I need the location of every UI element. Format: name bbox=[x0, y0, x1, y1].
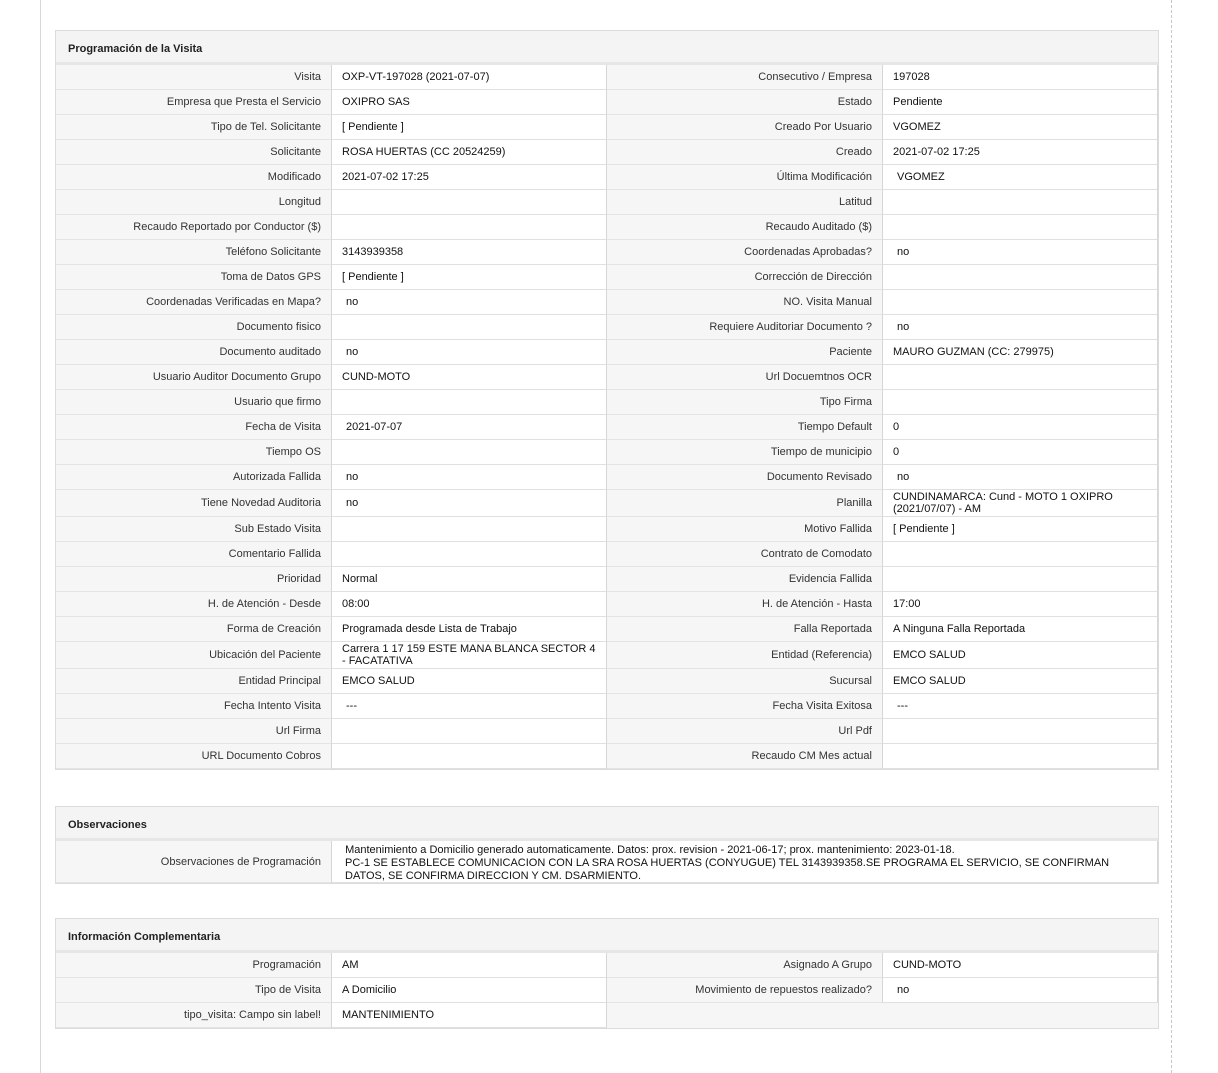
field-row bbox=[607, 694, 1158, 719]
field-label: Usuario Auditor Documento Grupo bbox=[56, 365, 331, 390]
field-label: Url Docuemtnos OCR bbox=[607, 365, 882, 390]
field-value: EMCO SALUD bbox=[882, 642, 1158, 669]
field-row bbox=[56, 415, 607, 440]
content-left-border bbox=[40, 0, 41, 1073]
field-value bbox=[882, 719, 1158, 744]
field-row bbox=[56, 744, 607, 769]
field-label: Última Modificación bbox=[607, 165, 882, 190]
field-label: Falla Reportada bbox=[607, 617, 882, 642]
field-value: no bbox=[882, 240, 1158, 265]
field-value: EMCO SALUD bbox=[882, 669, 1158, 694]
field-row bbox=[56, 465, 607, 490]
field-row bbox=[56, 694, 607, 719]
field-row bbox=[56, 1003, 607, 1028]
field-row bbox=[56, 65, 607, 90]
field-label: Tipo Firma bbox=[607, 390, 882, 415]
field-row bbox=[56, 542, 607, 567]
field-value: 2021-07-02 17:25 bbox=[882, 140, 1158, 165]
field-row bbox=[607, 165, 1158, 190]
field-label: Recaudo Reportado por Conductor ($) bbox=[56, 215, 331, 240]
field-row bbox=[607, 592, 1158, 617]
field-label: Documento auditado bbox=[56, 340, 331, 365]
field-value: MANTENIMIENTO bbox=[331, 1003, 607, 1028]
field-label: Prioridad bbox=[56, 567, 331, 592]
field-value: 08:00 bbox=[331, 592, 607, 617]
field-row bbox=[56, 190, 607, 215]
field-row bbox=[607, 390, 1158, 415]
field-row bbox=[56, 978, 607, 1003]
field-row bbox=[607, 953, 1158, 978]
field-label: Requiere Auditoriar Documento ? bbox=[607, 315, 882, 340]
field-value: 197028 bbox=[882, 65, 1158, 90]
field-label: H. de Atención - Hasta bbox=[607, 592, 882, 617]
field-value: VGOMEZ bbox=[882, 115, 1158, 140]
field-value bbox=[882, 265, 1158, 290]
field-value: 3143939358 bbox=[331, 240, 607, 265]
field-label: Visita bbox=[56, 65, 331, 90]
field-row bbox=[607, 542, 1158, 567]
field-value: 0 bbox=[882, 440, 1158, 465]
field-grid bbox=[56, 953, 1158, 1028]
field-value bbox=[331, 542, 607, 567]
field-value: --- bbox=[331, 694, 607, 719]
field-label: Url Firma bbox=[56, 719, 331, 744]
field-label: Usuario que firmo bbox=[56, 390, 331, 415]
field-label: Planilla bbox=[607, 490, 882, 517]
field-grid bbox=[56, 841, 1158, 883]
field-label: Modificado bbox=[56, 165, 331, 190]
field-label: Url Pdf bbox=[607, 719, 882, 744]
field-value: EMCO SALUD bbox=[331, 669, 607, 694]
field-label: Creado bbox=[607, 140, 882, 165]
field-row bbox=[607, 415, 1158, 440]
field-label: Movimiento de repuestos realizado? bbox=[607, 978, 882, 1003]
field-value: CUNDINAMARCA: Cund - MOTO 1 OXIPRO (2021/07/07) - AM bbox=[882, 490, 1158, 517]
field-value bbox=[882, 190, 1158, 215]
field-label: Toma de Datos GPS bbox=[56, 265, 331, 290]
observaciones-line-2: PC-1 SE ESTABLECE COMUNICACION CON LA SRA ROSA HUERTAS (CONYUGUE) TEL 3143939358.SE PROGRAMA EL SERVICIO, SE CONFIRMAN DATOS, SE CONFIRMA DIRECCION Y CM. DSARMIENTO. bbox=[345, 857, 1113, 882]
field-label: Coordenadas Aprobadas? bbox=[607, 240, 882, 265]
observaciones-line-1: Mantenimiento a Domicilio generado automaticamente. Datos: prox. revision - 2021-06-17; prox. mantenimiento: 2023-01-18. bbox=[342, 844, 955, 856]
field-label: Documento fisico bbox=[56, 315, 331, 340]
field-label: Fecha de Visita bbox=[56, 415, 331, 440]
field-value: A Ninguna Falla Reportada bbox=[882, 617, 1158, 642]
field-row bbox=[607, 290, 1158, 315]
field-label: Sub Estado Visita bbox=[56, 517, 331, 542]
field-value bbox=[331, 190, 607, 215]
field-row bbox=[56, 290, 607, 315]
field-label: Autorizada Fallida bbox=[56, 465, 331, 490]
field-value bbox=[882, 365, 1158, 390]
field-row bbox=[56, 340, 607, 365]
field-row bbox=[607, 115, 1158, 140]
field-value: --- bbox=[882, 694, 1158, 719]
field-row bbox=[56, 567, 607, 592]
field-value: no bbox=[882, 465, 1158, 490]
panel-title: Observaciones bbox=[56, 807, 1158, 841]
field-label: Observaciones de Programación bbox=[56, 841, 331, 883]
field-label: Solicitante bbox=[56, 140, 331, 165]
field-label: Forma de Creación bbox=[56, 617, 331, 642]
panel-programacion-visita bbox=[55, 30, 1159, 770]
field-value: Pendiente bbox=[882, 90, 1158, 115]
field-row bbox=[607, 315, 1158, 340]
field-value: no bbox=[882, 315, 1158, 340]
field-label: Motivo Fallida bbox=[607, 517, 882, 542]
panel-title: Programación de la Visita bbox=[56, 31, 1158, 65]
field-label: Documento Revisado bbox=[607, 465, 882, 490]
field-row bbox=[56, 669, 607, 694]
field-row bbox=[607, 642, 1158, 669]
field-row bbox=[607, 340, 1158, 365]
field-label: Corrección de Dirección bbox=[607, 265, 882, 290]
field-label: Teléfono Solicitante bbox=[56, 240, 331, 265]
field-value: A Domicilio bbox=[331, 978, 607, 1003]
field-value: no bbox=[882, 978, 1158, 1003]
field-value: [ Pendiente ] bbox=[331, 265, 607, 290]
field-value: 2021-07-02 17:25 bbox=[331, 165, 607, 190]
field-row bbox=[56, 165, 607, 190]
field-row bbox=[607, 744, 1158, 769]
field-row bbox=[607, 617, 1158, 642]
field-row bbox=[56, 719, 607, 744]
field-label: Paciente bbox=[607, 340, 882, 365]
field-label: Comentario Fallida bbox=[56, 542, 331, 567]
field-label: Tiempo Default bbox=[607, 415, 882, 440]
field-row bbox=[56, 440, 607, 465]
field-label: Asignado A Grupo bbox=[607, 953, 882, 978]
field-label: Consecutivo / Empresa bbox=[607, 65, 882, 90]
field-row bbox=[607, 719, 1158, 744]
field-label: Tipo de Visita bbox=[56, 978, 331, 1003]
field-value: no bbox=[331, 490, 607, 517]
field-row bbox=[56, 592, 607, 617]
field-value: OXIPRO SAS bbox=[331, 90, 607, 115]
field-row bbox=[56, 365, 607, 390]
field-label: URL Documento Cobros bbox=[56, 744, 331, 769]
field-row bbox=[607, 490, 1158, 517]
field-label: Recaudo Auditado ($) bbox=[607, 215, 882, 240]
field-label: Tipo de Tel. Solicitante bbox=[56, 115, 331, 140]
field-grid bbox=[56, 65, 1158, 769]
field-value: CUND-MOTO bbox=[331, 365, 607, 390]
field-row bbox=[607, 440, 1158, 465]
field-row bbox=[56, 953, 607, 978]
field-row bbox=[607, 190, 1158, 215]
field-row bbox=[56, 90, 607, 115]
field-row-observaciones bbox=[56, 841, 1158, 883]
field-row bbox=[607, 65, 1158, 90]
field-label: Tiempo de municipio bbox=[607, 440, 882, 465]
field-value: Carrera 1 17 159 ESTE MANA BLANCA SECTOR 4 - FACATATIVA bbox=[331, 642, 607, 669]
field-label: Programación bbox=[56, 953, 331, 978]
field-row bbox=[607, 978, 1158, 1003]
field-value: MAURO GUZMAN (CC: 279975) bbox=[882, 340, 1158, 365]
field-value: 0 bbox=[882, 415, 1158, 440]
field-label: Ubicación del Paciente bbox=[56, 642, 331, 669]
field-row bbox=[56, 390, 607, 415]
field-row bbox=[607, 215, 1158, 240]
field-value bbox=[331, 517, 607, 542]
field-value bbox=[331, 440, 607, 465]
content-right-dashed-border bbox=[1171, 0, 1172, 1073]
field-row bbox=[56, 115, 607, 140]
field-row bbox=[607, 90, 1158, 115]
field-value: 17:00 bbox=[882, 592, 1158, 617]
field-label: Latitud bbox=[607, 190, 882, 215]
field-value: no bbox=[331, 290, 607, 315]
field-value: no bbox=[331, 340, 607, 365]
field-row bbox=[56, 490, 607, 517]
field-label: Tiempo OS bbox=[56, 440, 331, 465]
field-value bbox=[331, 719, 607, 744]
field-row bbox=[56, 517, 607, 542]
field-value bbox=[882, 215, 1158, 240]
field-label: Sucursal bbox=[607, 669, 882, 694]
field-row bbox=[607, 517, 1158, 542]
field-value: [ Pendiente ] bbox=[882, 517, 1158, 542]
field-value: 2021-07-07 bbox=[331, 415, 607, 440]
field-value: [ Pendiente ] bbox=[331, 115, 607, 140]
field-label: H. de Atención - Desde bbox=[56, 592, 331, 617]
field-row bbox=[56, 240, 607, 265]
field-label: Empresa que Presta el Servicio bbox=[56, 90, 331, 115]
field-row bbox=[607, 567, 1158, 592]
field-value bbox=[331, 390, 607, 415]
field-value bbox=[882, 390, 1158, 415]
field-value bbox=[882, 290, 1158, 315]
field-label: Fecha Visita Exitosa bbox=[607, 694, 882, 719]
field-row bbox=[56, 215, 607, 240]
field-value: CUND-MOTO bbox=[882, 953, 1158, 978]
field-value bbox=[882, 567, 1158, 592]
field-label: Longitud bbox=[56, 190, 331, 215]
field-row bbox=[607, 365, 1158, 390]
panel-informacion-complementaria bbox=[55, 918, 1159, 1029]
field-value bbox=[331, 315, 607, 340]
field-label: Tiene Novedad Auditoria bbox=[56, 490, 331, 517]
field-row bbox=[56, 642, 607, 669]
field-label: NO. Visita Manual bbox=[607, 290, 882, 315]
field-value bbox=[882, 744, 1158, 769]
field-row bbox=[56, 265, 607, 290]
field-value: AM bbox=[331, 953, 607, 978]
field-value: ROSA HUERTAS (CC 20524259) bbox=[331, 140, 607, 165]
field-row bbox=[607, 140, 1158, 165]
field-row bbox=[56, 140, 607, 165]
field-row bbox=[607, 669, 1158, 694]
field-row bbox=[607, 240, 1158, 265]
field-label: Estado bbox=[607, 90, 882, 115]
field-value bbox=[331, 744, 607, 769]
field-value-observaciones bbox=[331, 841, 1158, 883]
field-value: Normal bbox=[331, 567, 607, 592]
field-label: Recaudo CM Mes actual bbox=[607, 744, 882, 769]
field-row bbox=[607, 465, 1158, 490]
field-label: Contrato de Comodato bbox=[607, 542, 882, 567]
field-value bbox=[882, 542, 1158, 567]
field-row bbox=[607, 265, 1158, 290]
field-value: Programada desde Lista de Trabajo bbox=[331, 617, 607, 642]
field-value: OXP-VT-197028 (2021-07-07) bbox=[331, 65, 607, 90]
field-label: Creado Por Usuario bbox=[607, 115, 882, 140]
field-row bbox=[56, 617, 607, 642]
panel-title: Información Complementaria bbox=[56, 919, 1158, 953]
field-label: Entidad (Referencia) bbox=[607, 642, 882, 669]
field-label: Fecha Intento Visita bbox=[56, 694, 331, 719]
field-value bbox=[331, 215, 607, 240]
field-label: tipo_visita: Campo sin label! bbox=[56, 1003, 331, 1028]
field-label: Entidad Principal bbox=[56, 669, 331, 694]
field-label: Coordenadas Verificadas en Mapa? bbox=[56, 290, 331, 315]
field-row bbox=[56, 315, 607, 340]
field-value: VGOMEZ bbox=[882, 165, 1158, 190]
field-value: no bbox=[331, 465, 607, 490]
field-label: Evidencia Fallida bbox=[607, 567, 882, 592]
panel-observaciones bbox=[55, 806, 1159, 884]
